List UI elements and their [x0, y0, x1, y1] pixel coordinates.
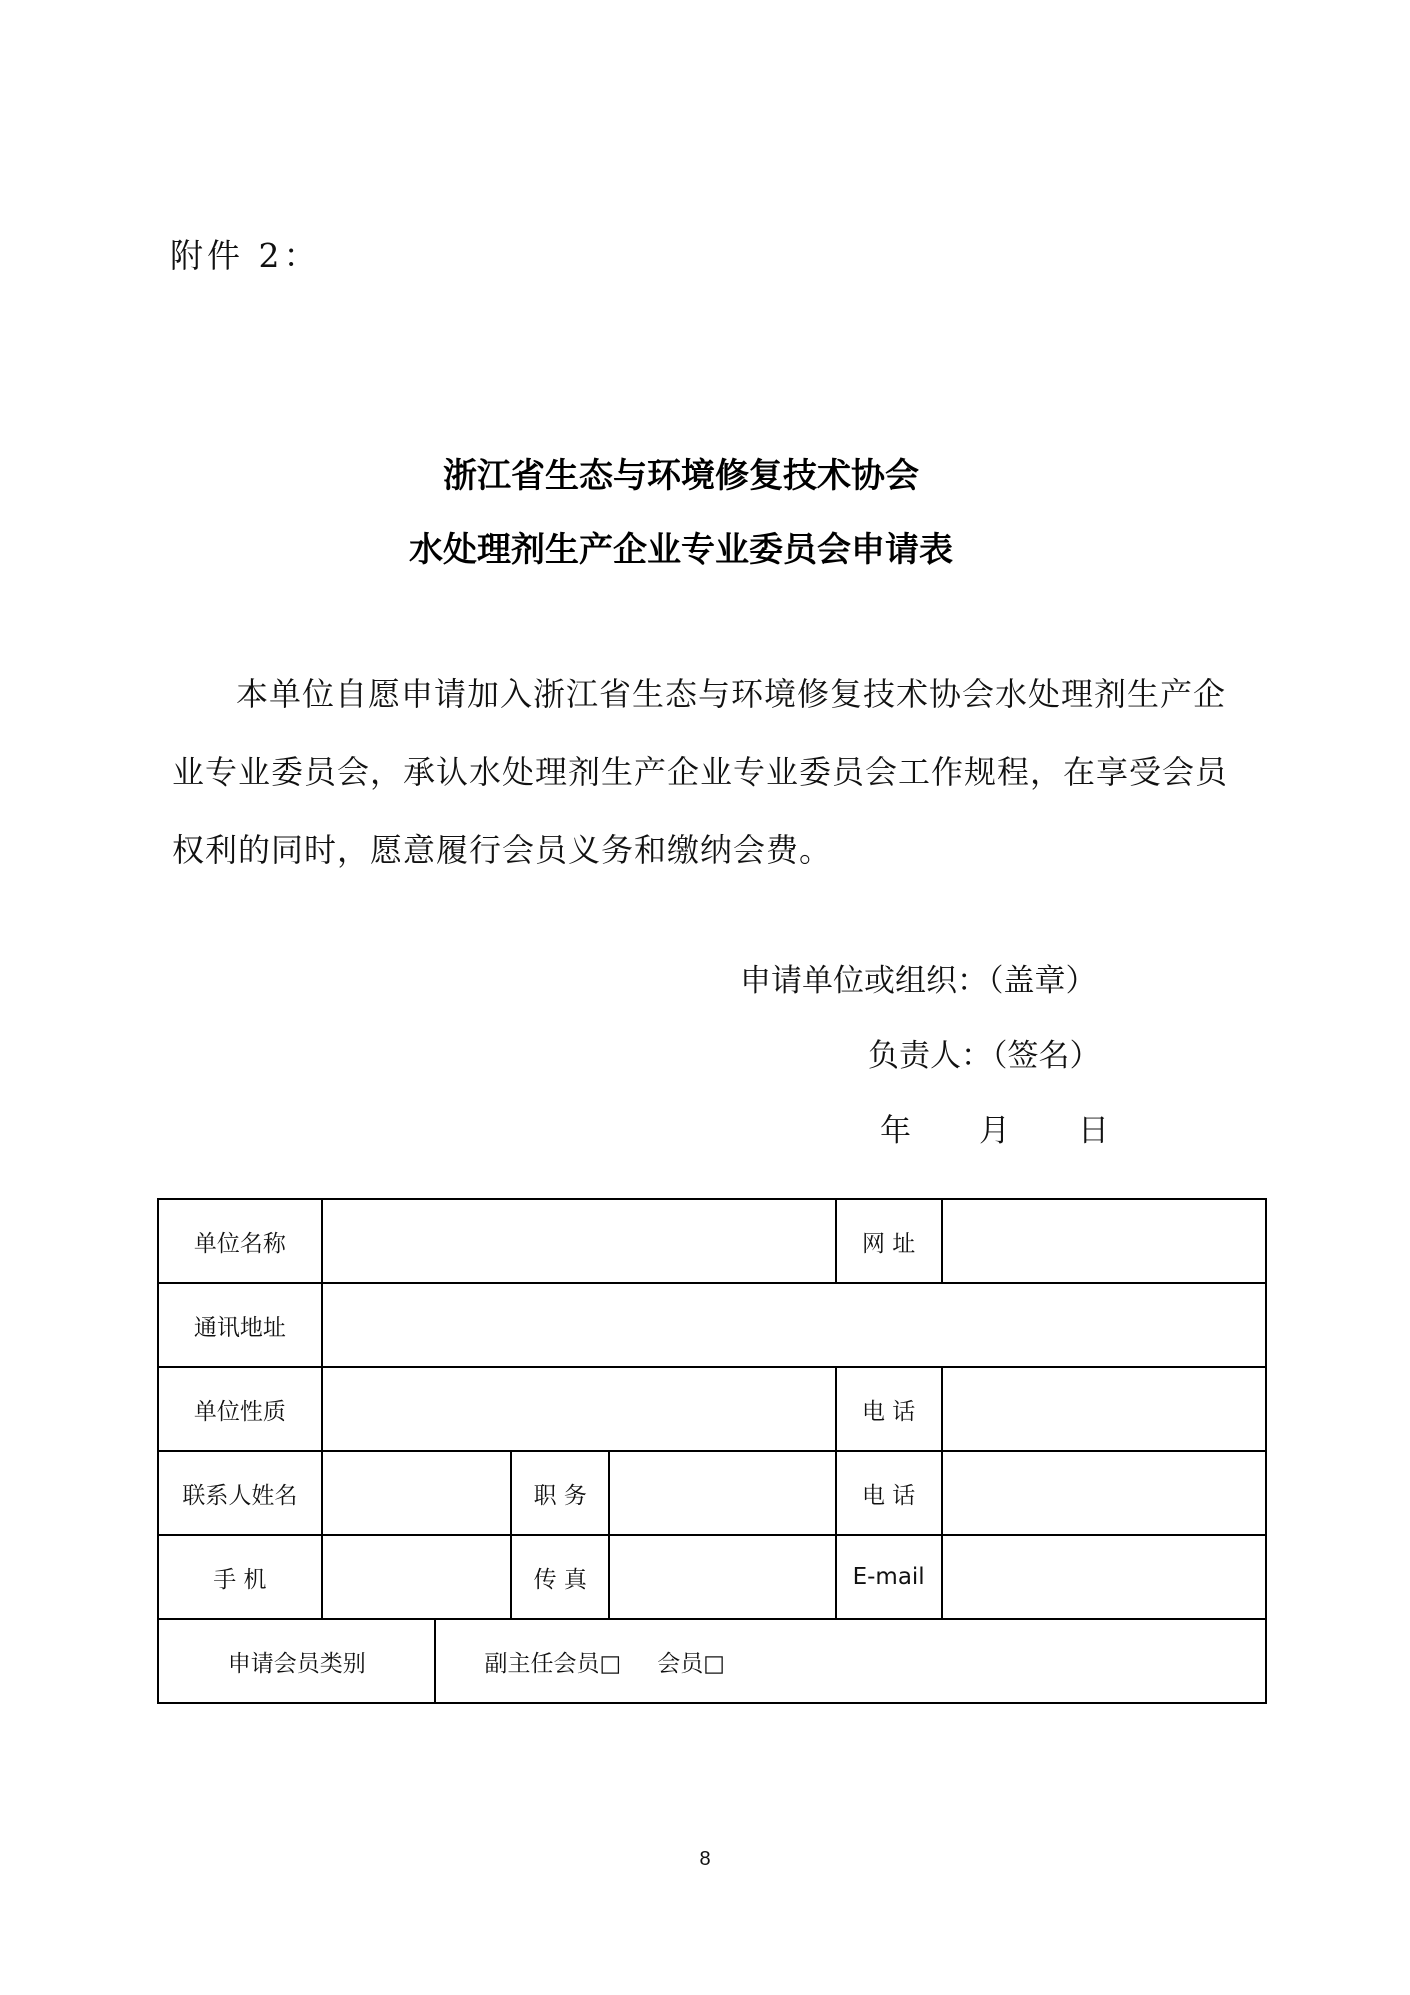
fax-field[interactable] — [609, 1535, 836, 1619]
attachment-label: 附件 2： — [170, 236, 321, 275]
mobile-field[interactable] — [322, 1535, 512, 1619]
table-row — [158, 1283, 1266, 1367]
website-label: 网 址 — [836, 1199, 942, 1283]
applicant-org-label: 申请单位或组织：（盖章） — [740, 963, 1097, 999]
year-label: 年 — [880, 1113, 911, 1149]
mobile-label: 手 机 — [158, 1535, 322, 1619]
member-type-label: 申请会员类别 — [158, 1619, 435, 1703]
contact-phone-label: 电 话 — [836, 1451, 942, 1535]
contact-phone-field[interactable] — [942, 1451, 1266, 1535]
member-checkbox[interactable]: 会员□ — [657, 1650, 725, 1677]
vice-director-member-checkbox[interactable]: 副主任会员□ — [484, 1650, 622, 1677]
application-statement: 本单位自愿申请加入浙江省生态与环境修复技术协会水处理剂生产企业专业委员会，承认水处理剂生产企业专业委员会工作规程，在享受会员权利的同时，愿意履行会员义务和缴纳会费。 — [172, 675, 1229, 869]
responsible-person-label: 负责人：（签名） — [868, 1038, 1101, 1074]
document-title-line1: 浙江省生态与环境修复技术协会 — [443, 456, 919, 496]
contact-name-field[interactable] — [322, 1451, 512, 1535]
unit-name-field[interactable] — [322, 1199, 836, 1283]
application-form-table — [157, 1198, 1267, 1704]
contact-name-label: 联系人姓名 — [158, 1451, 322, 1535]
date-line — [880, 1105, 1109, 1150]
position-label: 职 务 — [511, 1451, 609, 1535]
table-row — [158, 1199, 1266, 1283]
unit-name-label: 单位名称 — [158, 1199, 322, 1283]
address-label: 通讯地址 — [158, 1283, 322, 1367]
fax-label: 传 真 — [511, 1535, 609, 1619]
email-label: E-mail — [836, 1535, 942, 1619]
email-field[interactable] — [942, 1535, 1266, 1619]
member-type-options — [435, 1619, 1266, 1703]
position-field[interactable] — [609, 1451, 836, 1535]
address-field[interactable] — [322, 1283, 1266, 1367]
month-label: 月 — [979, 1113, 1010, 1149]
page-number: 8 — [699, 1848, 711, 1870]
table-row — [158, 1535, 1266, 1619]
unit-nature-label: 单位性质 — [158, 1367, 322, 1451]
table-row — [158, 1619, 1266, 1703]
phone-label: 电 话 — [836, 1367, 942, 1451]
phone-field[interactable] — [942, 1367, 1266, 1451]
website-field[interactable] — [942, 1199, 1266, 1283]
document-title-line2: 水处理剂生产企业专业委员会申请表 — [409, 530, 953, 570]
table-row — [158, 1451, 1266, 1535]
table-row — [158, 1367, 1266, 1451]
day-label: 日 — [1078, 1113, 1109, 1149]
unit-nature-field[interactable] — [322, 1367, 836, 1451]
